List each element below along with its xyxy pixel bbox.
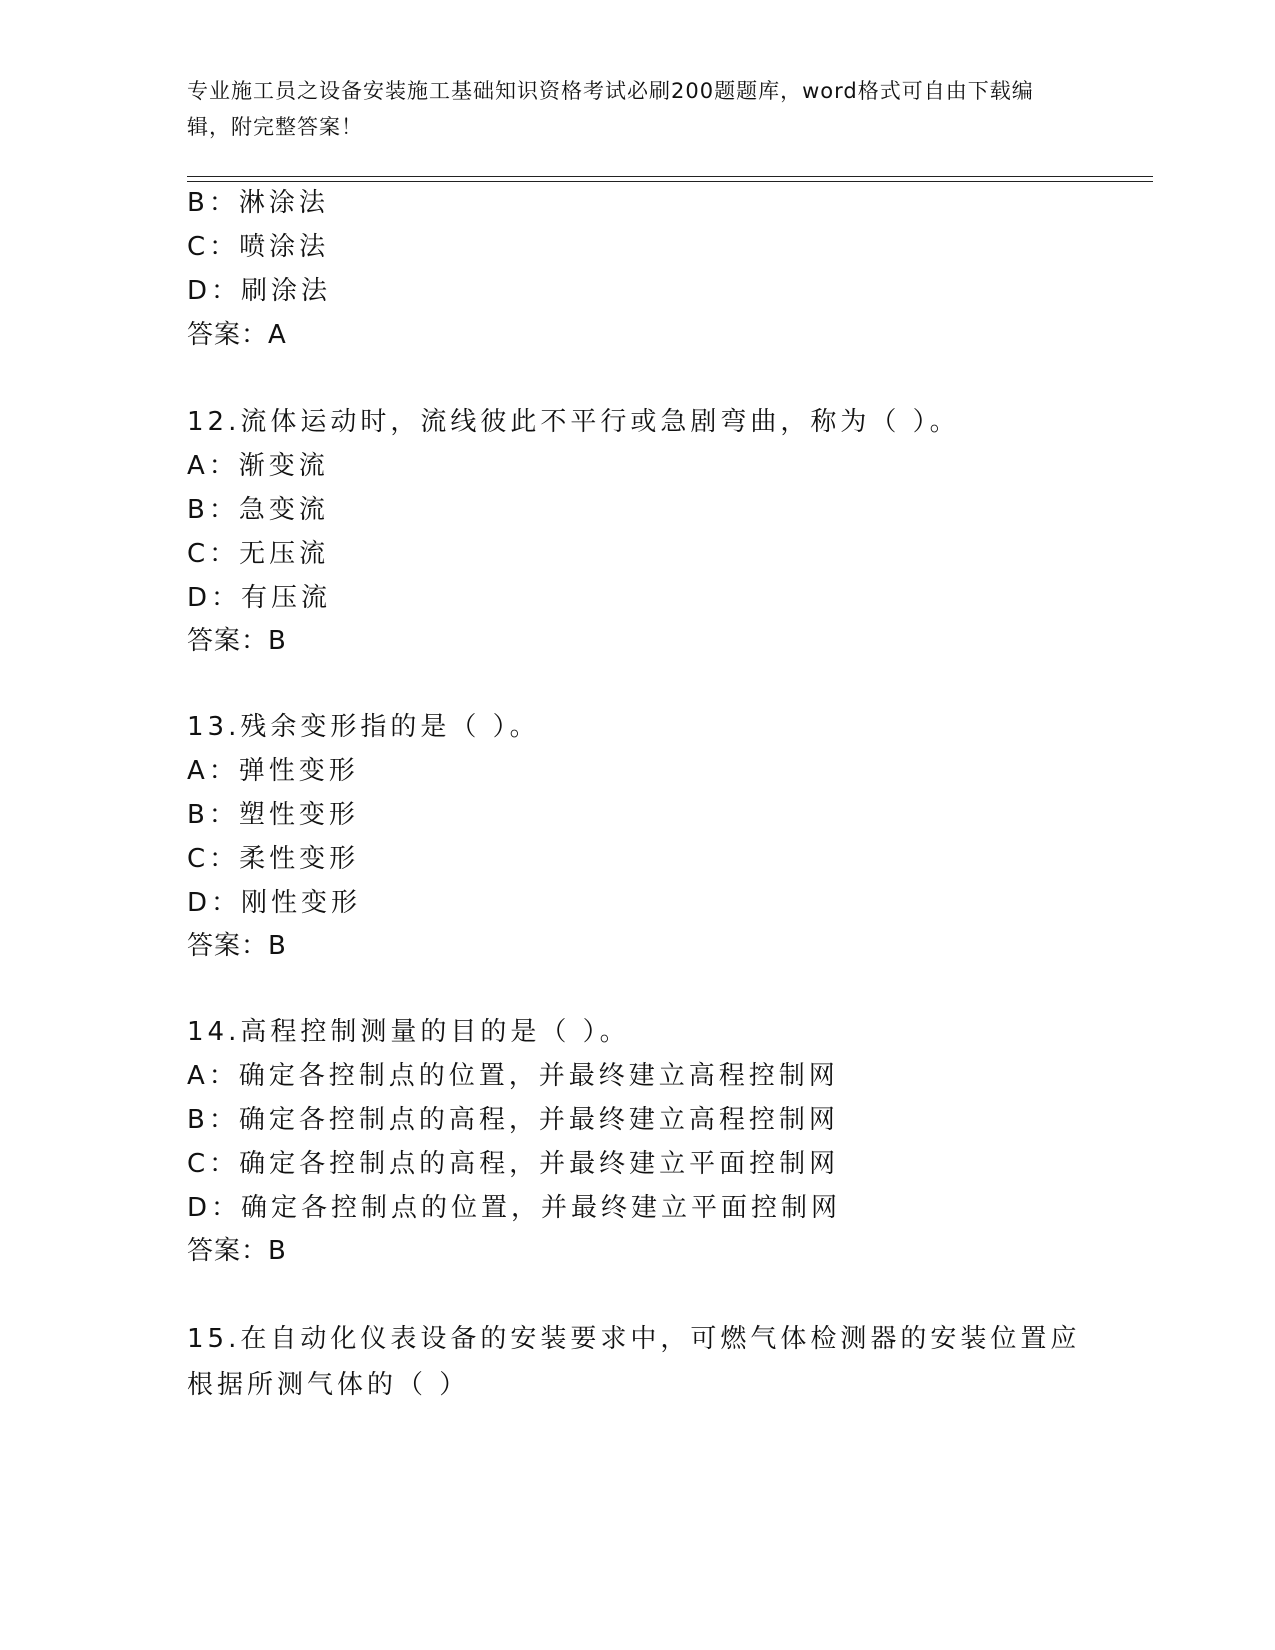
q13-answer: 答案：B (187, 931, 287, 961)
q14-answer: 答案：B (187, 1236, 287, 1266)
q14-option-d: D：确定各控制点的位置，并最终建立平面控制网 (187, 1193, 842, 1223)
q13-option-c: C：柔性变形 (187, 844, 360, 874)
q12-option-b: B：急变流 (187, 495, 329, 525)
q13-option-d: D：刚性变形 (187, 888, 362, 918)
q12-option-a: A：渐变流 (187, 451, 329, 481)
q12-answer: 答案：B (187, 626, 287, 656)
q13-option-b: B：塑性变形 (187, 800, 359, 830)
header-divider (187, 176, 1153, 182)
q15-question: 15.在自动化仪表设备的安装要求中，可燃气体检测器的安装位置应根据所测气体的（ ） (187, 1324, 1081, 1400)
q14-option-a: A：确定各控制点的位置，并最终建立高程控制网 (187, 1061, 839, 1091)
q11-option-d: D：刷涂法 (187, 276, 332, 306)
q12-question: 12.流体运动时，流线彼此不平行或急剧弯曲，称为（ ）。 (187, 407, 960, 437)
q12-option-d: D：有压流 (187, 583, 332, 613)
q11-answer: 答案：A (187, 320, 287, 350)
q11-option-c: C：喷涂法 (187, 232, 330, 262)
q14-option-b: B：确定各控制点的高程，并最终建立高程控制网 (187, 1105, 839, 1135)
q14-question: 14.高程控制测量的目的是（ ）。 (187, 1017, 630, 1047)
q12-option-c: C：无压流 (187, 539, 330, 569)
q13-option-a: A：弹性变形 (187, 756, 359, 786)
q13-question: 13.残余变形指的是（ ）。 (187, 712, 540, 742)
q11-option-b: B：淋涂法 (187, 188, 329, 218)
q14-option-c: C：确定各控制点的高程，并最终建立平面控制网 (187, 1149, 840, 1179)
document-header: 专业施工员之设备安装施工基础知识资格考试必刷200题题库，word格式可自由下载编辑，附完整答案！ (187, 79, 1034, 139)
